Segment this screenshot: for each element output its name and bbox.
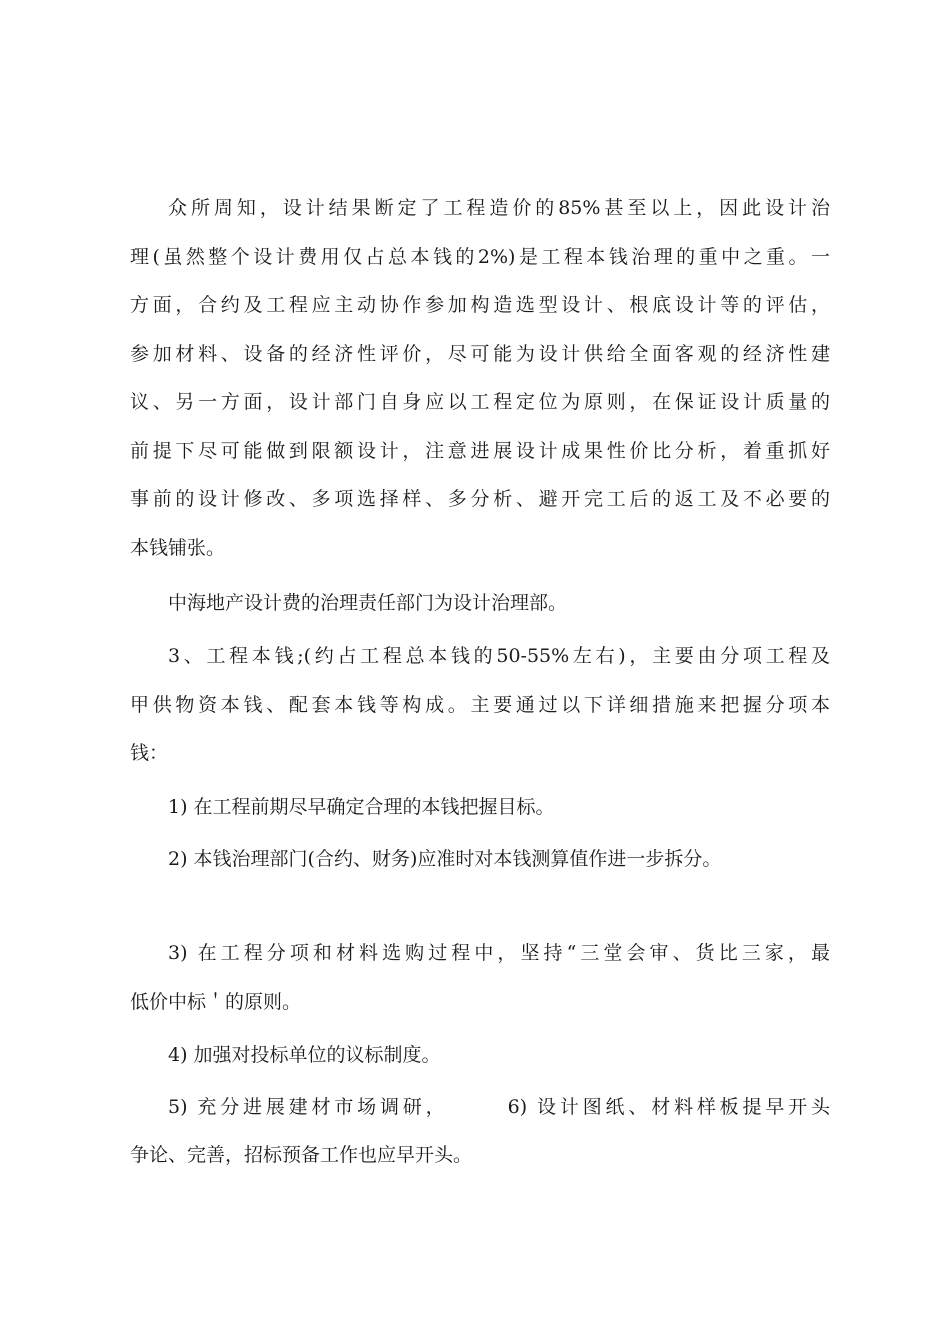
text-line: 本钱铺张。 xyxy=(130,537,226,559)
text-line: 议、另一方面，设计部门自身应以工程定位为原则，在保证设计质量的 xyxy=(130,391,830,413)
list-item: 5) 充分进展建材市场调研， 6) 设计图纸、材料样板提早开头 xyxy=(168,1096,830,1118)
text-line: 争论、完善，招标预备工作也应早开头。 xyxy=(130,1144,473,1166)
text-line: 众所周知，设计结果断定了工程造价的85%甚至以上，因此设计治 xyxy=(168,197,830,219)
text-line: 低价中标＇的原则。 xyxy=(130,991,302,1013)
text-line: 前提下尽可能做到限额设计，注意进展设计成果性价比分析，着重抓好 xyxy=(130,440,830,462)
list-item: 4) 加强对投标单位的议标制度。 xyxy=(168,1044,441,1066)
list-item: 1) 在工程前期尽早确定合理的本钱把握目标。 xyxy=(168,796,555,818)
list-item: 2) 本钱治理部门(合约、财务)应准时对本钱测算值作进一步拆分。 xyxy=(168,848,722,870)
text-line: 事前的设计修改、多项选择样、多分析、避开完工后的返工及不必要的 xyxy=(130,488,830,510)
text-line: 参加材料、设备的经济性评价，尽可能为设计供给全面客观的经济性建 xyxy=(130,343,830,365)
text-line: 甲供物资本钱、配套本钱等构成。主要通过以下详细措施来把握分项本 xyxy=(130,694,830,716)
text-line: 方面，合约及工程应主动协作参加构造选型设计、根底设计等的评估， xyxy=(130,294,830,316)
text-line: 钱： xyxy=(130,742,169,764)
text-line: 中海地产设计费的治理责任部门为设计治理部。 xyxy=(168,592,568,614)
text-line: 3、工程本钱;(约占工程总本钱的50-55%左右)，主要由分项工程及 xyxy=(168,645,830,667)
text-line: 理(虽然整个设计费用仅占总本钱的2%)是工程本钱治理的重中之重。一 xyxy=(130,246,830,268)
list-item: 3) 在工程分项和材料选购过程中，坚持“三堂会审、货比三家，最 xyxy=(168,942,830,964)
